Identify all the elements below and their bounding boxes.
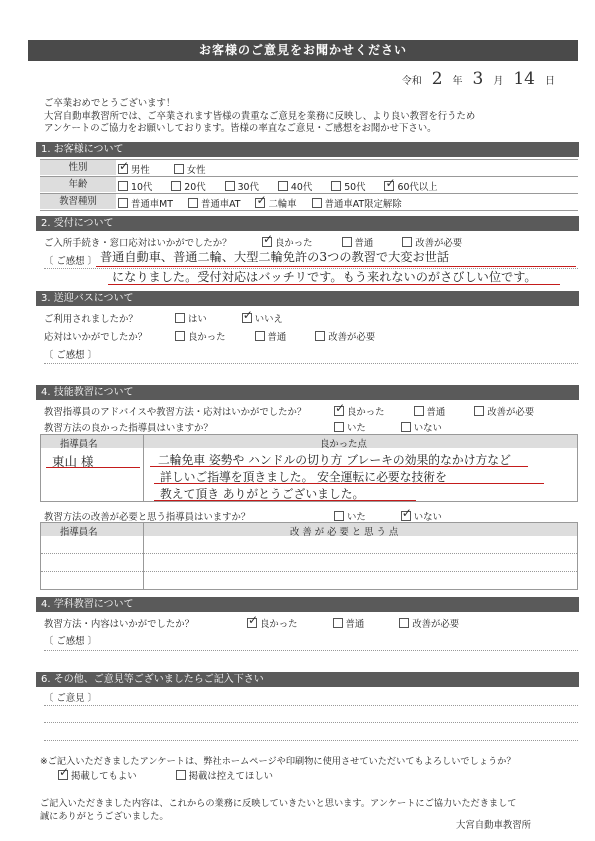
good-point-line-3: 教えて頂き ありがとうございました。 (160, 487, 365, 501)
reception-options (262, 235, 462, 249)
reception-comment-line-2: になりました。受付対応はバッチリです。もう来れないのがさびしい位です。 (112, 270, 537, 284)
bus-normal-label: 普通 (267, 332, 287, 343)
divider (40, 176, 578, 177)
comment-line (44, 363, 578, 364)
bus-yes-label: はい (188, 314, 207, 325)
bus-no-label: いいえ (254, 314, 283, 325)
thanks-line-2: 誠にありがとうございました。 (40, 811, 169, 822)
gender-male-checkbox[interactable] (118, 164, 128, 174)
section-4-header: 4. 技能教習について (36, 385, 579, 400)
skills-normal-label: 普通 (426, 407, 446, 418)
comment-line (44, 722, 578, 723)
reception-comment-label: 〔 ご感想 〕 (44, 256, 97, 267)
company-name: 大宮自動車教習所 (456, 820, 532, 831)
good-instructor-yes-checkbox[interactable] (334, 422, 344, 432)
section-1-header: 1. お客様について (36, 142, 579, 157)
section-3-header: 3. 送迎バスについて (36, 291, 579, 306)
comment-line (44, 650, 578, 651)
date-year-unit: 年 (452, 76, 463, 87)
reception-normal-label: 普通 (354, 238, 374, 249)
red-underline (46, 467, 140, 468)
gender-female-checkbox[interactable] (174, 164, 184, 174)
publish-consent-note: ※ご記入いただきましたアンケートは、弊社ホームページや印刷物に使用させていただいてもよろしいでしょうか？ (40, 756, 516, 767)
comment-line (44, 268, 578, 269)
reception-question: ご入所手続き・窓口応対はいかがでしたか？ (44, 238, 232, 249)
skills-good-checkbox[interactable] (334, 406, 344, 416)
skills-normal-checkbox[interactable] (414, 406, 424, 416)
red-underline (150, 466, 528, 467)
date-year: 2 (431, 69, 443, 89)
publish-ok-label: 掲載してもよい (71, 771, 137, 782)
age-40s-checkbox[interactable] (278, 181, 288, 191)
good-instructor-yes-label: いた (347, 423, 366, 434)
good-instructor-options (334, 420, 442, 434)
bus-usage-question: ご利用されましたか？ (44, 314, 138, 325)
skills-options (334, 404, 534, 418)
age-50s-label: 50代 (344, 182, 366, 193)
section-2-header: 2. 受付について (36, 216, 579, 231)
reception-good-label: 良かった (275, 238, 313, 249)
age-60s-label: 60代以上 (397, 182, 438, 193)
date-era: 令和 (401, 76, 422, 87)
publish-ok-checkbox[interactable] (58, 770, 68, 780)
bus-yes-checkbox[interactable] (175, 313, 185, 323)
date-day: 14 (513, 69, 535, 89)
age-40s-label: 40代 (290, 182, 313, 193)
course-type-label: 教習種別 (40, 194, 116, 209)
gender-options (118, 162, 206, 176)
age-30s-label: 30代 (237, 182, 259, 193)
age-30s-checkbox[interactable] (225, 181, 235, 191)
improve-instructor-no-label: いない (413, 512, 442, 523)
academic-question: 教習方法・内容はいかがでしたか？ (44, 619, 195, 630)
publish-no-label: 掲載は控えてほしい (188, 771, 274, 782)
bus-service-question: 応対はいかがでしたか？ (44, 332, 148, 343)
table-row-line (41, 571, 577, 572)
academic-improve-label: 改善が必要 (412, 619, 460, 630)
age-20s-checkbox[interactable] (171, 181, 181, 191)
type-at-label: 普通車AT (200, 199, 241, 210)
improve-instructor-options (334, 509, 442, 523)
publish-options (58, 768, 273, 782)
bus-improve-label: 改善が必要 (328, 332, 376, 343)
age-20s-label: 20代 (184, 182, 206, 193)
col-good-points: 良かった点 (320, 439, 367, 450)
table-row-line (41, 553, 577, 554)
red-underline (154, 483, 544, 484)
academic-normal-checkbox[interactable] (333, 618, 343, 628)
reception-improve-label: 改善が必要 (415, 238, 463, 249)
date-line (402, 69, 555, 89)
instructor-name: 東山 様 (52, 454, 94, 469)
course-type-options (118, 196, 402, 210)
table-header-bg (41, 435, 577, 448)
improve-instructor-yes-label: いた (347, 512, 366, 523)
section-6-header: 6. その他、ご意見等ございましたらご記入下さい (36, 672, 579, 687)
intro-line-1: ご卒業おめでとうございます！ (44, 98, 176, 109)
form-title: お客様のご意見をお聞かせください (28, 40, 578, 61)
age-10s-label: 10代 (131, 182, 153, 193)
divider (40, 210, 578, 211)
bus-good-label: 良かった (188, 332, 226, 343)
bus-comment-label: 〔 ご感想 〕 (44, 350, 97, 361)
col-instructor-name: 指導員名 (60, 527, 98, 538)
bus-good-checkbox[interactable] (175, 331, 185, 341)
age-label: 年齢 (40, 177, 116, 192)
divider (40, 193, 578, 194)
date-day-unit: 日 (545, 76, 555, 87)
other-comment-label: 〔 ご意見 〕 (44, 693, 97, 704)
type-motorcycle-label: 二輪車 (268, 199, 297, 210)
intro-line-2: 大宮自動車教習所では、ご卒業されます皆様の貴重なご意見を業務に反映し、より良い教習を行うため (44, 110, 476, 122)
type-motorcycle-checkbox[interactable] (255, 198, 265, 208)
section-5-header: 4. 学科教習について (36, 597, 579, 612)
table-divider (143, 434, 144, 502)
red-underline (96, 266, 576, 267)
good-instructor-no-label: いない (413, 423, 442, 434)
type-at-limit-removal-checkbox[interactable] (312, 198, 322, 208)
comment-line (44, 740, 578, 741)
skills-question: 教習指導員のアドバイスや教習方法・応対はいかがでしたか？ (44, 407, 307, 418)
age-10s-checkbox[interactable] (118, 181, 128, 191)
skills-good-label: 良かった (347, 407, 385, 418)
skills-improve-label: 改善が必要 (487, 407, 535, 418)
red-underline (154, 500, 416, 501)
academic-good-checkbox[interactable] (247, 618, 257, 628)
gender-male-label: 男性 (131, 165, 150, 176)
academic-normal-label: 普通 (345, 619, 365, 630)
publish-no-checkbox[interactable] (176, 770, 186, 780)
bus-no-checkbox[interactable] (242, 313, 252, 323)
academic-comment-label: 〔 ご感想 〕 (44, 636, 97, 647)
good-instructor-no-checkbox[interactable] (401, 422, 411, 432)
academic-options (247, 616, 459, 630)
col-improve-points: 改 善 が 必 要 と 思 う 点 (290, 527, 399, 538)
academic-good-label: 良かった (260, 619, 298, 630)
thanks-line-1: ご記入いただきました内容は、これからの業務に反映していきたいと思います。アンケートにご協力いただきまして (40, 798, 517, 809)
improve-instructor-question: 教習方法の改善が必要と思う指導員はいますか？ (44, 512, 251, 523)
type-at-checkbox[interactable] (188, 198, 198, 208)
col-instructor-name: 指導員名 (60, 439, 98, 450)
good-instructor-question: 教習方法の良かった指導員はいますか？ (44, 423, 213, 434)
skills-improve-checkbox[interactable] (474, 406, 484, 416)
age-options (118, 179, 438, 193)
intro-text (44, 98, 475, 136)
comment-line (44, 705, 578, 706)
reception-normal-checkbox[interactable] (342, 237, 352, 247)
date-month-unit: 月 (493, 76, 504, 87)
bus-normal-checkbox[interactable] (255, 331, 265, 341)
reception-good-checkbox[interactable] (262, 237, 272, 247)
improve-instructor-no-checkbox[interactable] (401, 511, 411, 521)
type-mt-checkbox[interactable] (118, 198, 128, 208)
bus-usage-options (175, 311, 283, 325)
type-mt-label: 普通車MT (131, 199, 173, 210)
age-60s-checkbox[interactable] (384, 181, 394, 191)
improve-instructor-yes-checkbox[interactable] (334, 511, 344, 521)
reception-improve-checkbox[interactable] (402, 237, 412, 247)
type-at-limit-removal-label: 普通車AT限定解除 (324, 199, 402, 210)
reception-comment-line-1: 普通自動車、普通二輪、大型二輪免許の3つの教習で大変お世話 (100, 250, 450, 264)
good-point-line-1: 二輪免車 姿勢や ハンドルの切り方 ブレーキの効果的なかけ方など (158, 453, 511, 467)
table-divider (143, 522, 144, 590)
gender-female-label: 女性 (186, 165, 206, 176)
date-month: 3 (472, 69, 484, 89)
age-50s-checkbox[interactable] (331, 181, 341, 191)
gender-label: 性別 (40, 160, 116, 175)
bus-improve-checkbox[interactable] (315, 331, 325, 341)
good-point-line-2: 詳しいご指導を頂きました。 安全運転に必要な技術を (160, 470, 447, 484)
academic-improve-checkbox[interactable] (399, 618, 409, 628)
bus-service-options (175, 329, 375, 343)
red-underline (108, 284, 560, 285)
intro-line-3: アンケートのご協力をお願いしております。皆様の率直なご意見・ご感想をお聞かせ下さい。 (44, 123, 437, 134)
